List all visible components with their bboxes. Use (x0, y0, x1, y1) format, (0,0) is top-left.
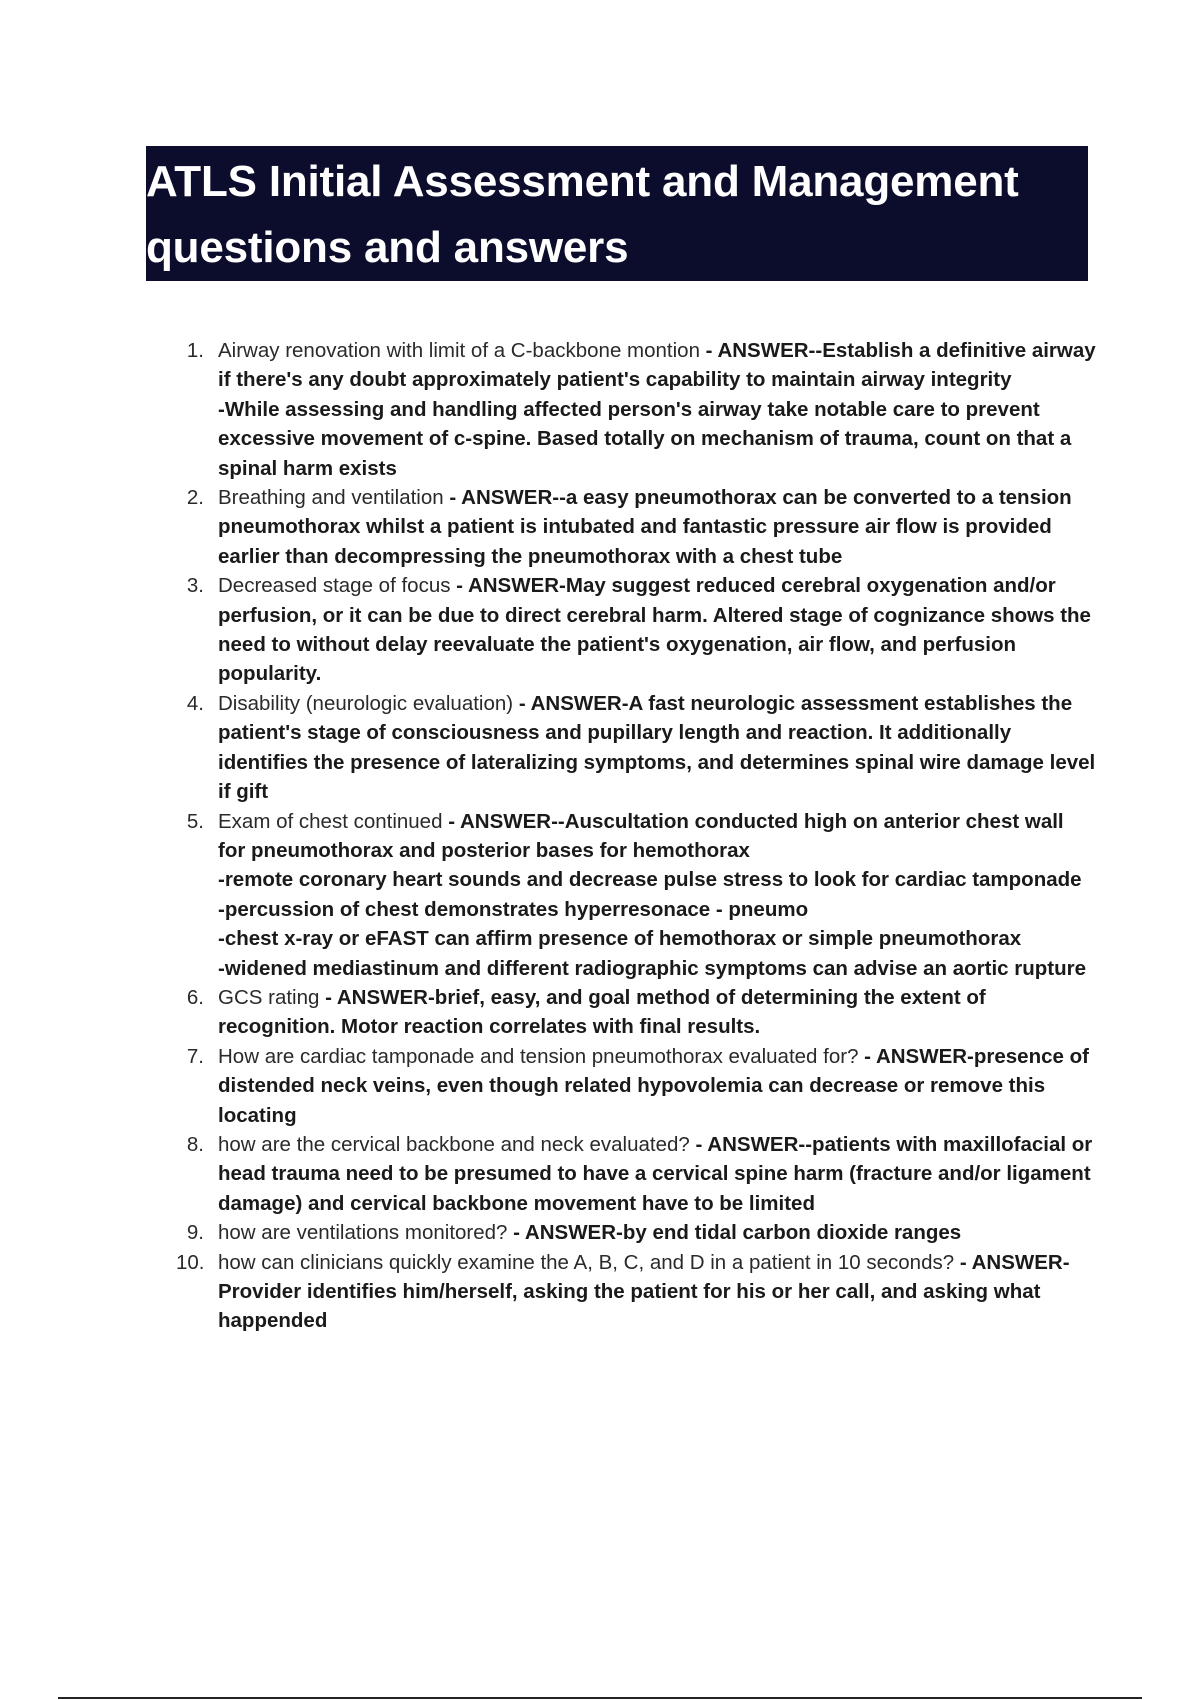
qa-answer: ANSWER--patients with maxillofacial or head trauma need to be presumed to have a cervical spine harm (fracture and/or ligament damage) and cervical backbone movement have to be limited (218, 1132, 1093, 1215)
qa-separator: - (319, 985, 337, 1009)
qa-list (176, 336, 1096, 1336)
qa-answer: ANSWER--Auscultation conducted high on anterior chest wall for pneumothorax and posterior bases for hemothorax (218, 809, 1064, 862)
qa-item-number: 5. (186, 809, 204, 833)
qa-separator: - (507, 1221, 525, 1245)
qa-item (176, 1130, 1096, 1218)
qa-item (176, 1042, 1096, 1130)
qa-item-number: 10. (176, 1250, 205, 1274)
qa-answer-detail: -While assessing and handling affected person's airway take notable care to prevent excessive movement of c-spine. Based totally on mechanism of trauma, count on that a spinal harm exists (218, 397, 1072, 480)
qa-question: Disability (neurologic evaluation) (218, 691, 514, 715)
qa-separator: - (442, 809, 460, 833)
qa-item (176, 1218, 1096, 1247)
qa-item-number: 6. (186, 985, 204, 1009)
qa-answer-detail: -remote coronary heart sounds and decrease pulse stress to look for cardiac tamponade (218, 868, 1082, 892)
qa-question: Exam of chest continued (218, 809, 443, 833)
footer-divider (58, 1697, 1142, 1699)
document-title-line-1: ATLS Initial Assessment and Management (146, 157, 1019, 206)
document-title-line-2: questions and answers (146, 223, 629, 272)
qa-separator: - (513, 691, 531, 715)
qa-question: how are ventilations monitored? (218, 1221, 508, 1245)
qa-question: how can clinicians quickly examine the A, B, C, and D in a patient in 10 seconds? (218, 1250, 955, 1274)
qa-answer-detail: -widened mediastinum and different radiographic symptoms can advise an aortic rupture (218, 956, 1087, 980)
qa-answer: ANSWER-presence of distended neck veins, even though related hypovolemia can decrease or remove this locating (218, 1044, 1089, 1127)
qa-item-number: 7. (186, 1044, 204, 1068)
qa-item (176, 483, 1096, 571)
qa-question: Airway renovation with limit of a C-backbone montion (218, 339, 700, 362)
qa-item (176, 983, 1096, 1042)
qa-answer: ANSWER-Provider identifies him/herself, asking the patient for his or her call, and asking what happended (218, 1250, 1070, 1333)
document-title-banner (146, 146, 1088, 281)
qa-answer: ANSWER--a easy pneumothorax can be converted to a tension pneumothorax whilst a patient is intubated and fantastic pressure air flow is provided earlier than decompressing the pneumothorax with a chest tube (218, 486, 1072, 568)
qa-item (176, 336, 1096, 483)
qa-item (176, 807, 1096, 983)
qa-item-number: 8. (186, 1132, 204, 1156)
qa-question: GCS rating (218, 985, 320, 1009)
qa-separator: - (689, 1132, 708, 1156)
qa-separator: - (954, 1250, 972, 1274)
qa-item (176, 1248, 1096, 1336)
qa-item-number: 4. (186, 691, 204, 715)
qa-item (176, 689, 1096, 807)
qa-answer: ANSWER-brief, easy, and goal method of determining the extent of recognition. Motor reaction correlates with final results. (218, 985, 986, 1039)
qa-question: How are cardiac tamponade and tension pneumothorax evaluated for? (218, 1044, 859, 1068)
qa-item-number: 3. (186, 574, 204, 598)
qa-answer: ANSWER-by end tidal carbon dioxide ranges (524, 1221, 962, 1245)
qa-separator: - (450, 574, 468, 598)
qa-question: Breathing and ventilation (218, 486, 444, 510)
qa-answer: ANSWER-May suggest reduced cerebral oxygenation and/or perfusion, or it can be due to direct cerebral harm. Altered stage of cognizance shows the need to without delay reevaluate the patient's oxygenation, air flow, and perfusion popularity. (218, 574, 1091, 686)
qa-separator: - (858, 1044, 876, 1068)
qa-answer-detail: -percussion of chest demonstrates hyperresonace - pneumo (218, 897, 809, 921)
qa-answer: ANSWER--Establish a definitive airway if there's any doubt approximately patient's capability to maintain airway integrity (218, 339, 1096, 392)
qa-item (176, 571, 1096, 689)
qa-separator: - (443, 486, 462, 510)
qa-question: how are the cervical backbone and neck evaluated? (218, 1132, 690, 1156)
qa-answer: ANSWER-A fast neurologic assessment establishes the patient's stage of consciousness and pupillary length and reaction. It additionally identifies the presence of lateralizing symptoms, and determines spinal wire damage level if gift (218, 691, 1096, 804)
qa-item-number: 1. (186, 339, 204, 362)
qa-answer-detail: -chest x-ray or eFAST can affirm presence of hemothorax or simple pneumothorax (218, 927, 1022, 951)
qa-item-number: 2. (186, 486, 204, 510)
qa-item-number: 9. (186, 1221, 204, 1245)
qa-question: Decreased stage of focus (218, 574, 451, 598)
qa-separator: - (699, 339, 718, 362)
